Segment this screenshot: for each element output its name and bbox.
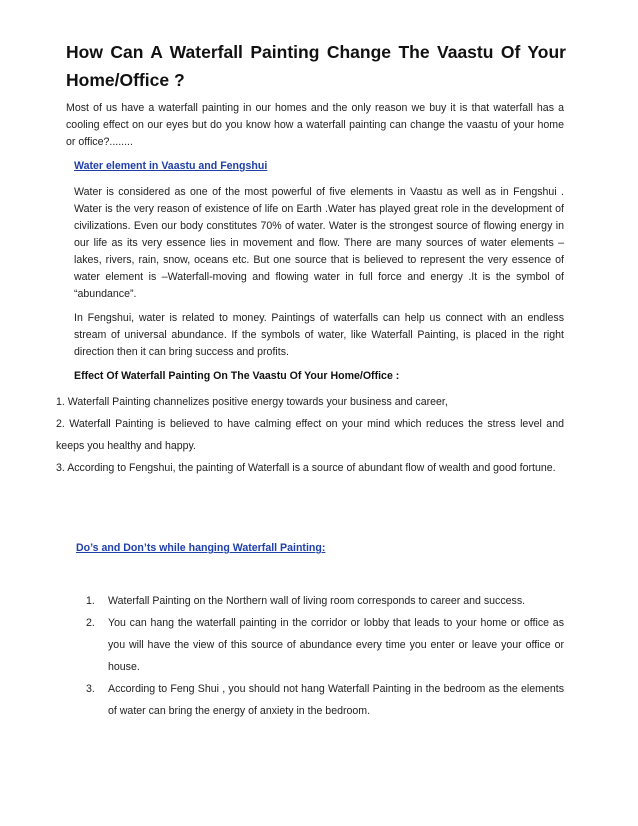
effect-item-1: 1. Waterfall Painting channelizes positive energy towards your business and career,	[56, 396, 448, 408]
page-title: How Can A Waterfall Painting Change The Vaastu Of Your Home/Office ?	[66, 42, 566, 90]
section-link-water-element[interactable]: Water element in Vaastu and Fengshui	[74, 160, 268, 172]
list-item-text: According to Feng Shui , you should not hang Waterfall Painting in the bedroom as the elements of water can bring the energy of anxiety in the bedroom.	[108, 683, 564, 717]
list-item	[86, 678, 564, 722]
effects-heading: Effect Of Waterfall Painting On The Vaastu Of Your Home/Office :	[74, 370, 400, 382]
list-item-text: You can hang the waterfall painting in the corridor or lobby that leads to your home or office as you will have the view of this source of abundance every time you enter or leave your office or house.	[108, 617, 564, 673]
dos-donts-list	[86, 590, 564, 722]
section-link-dos-donts[interactable]: Do’s and Don’ts while hanging Waterfall Painting:	[76, 542, 326, 554]
effect-item-3: 3. According to Fengshui, the painting of Waterfall is a source of abundant flow of wealth and good fortune.	[56, 462, 556, 474]
list-item-number: 3.	[86, 683, 95, 695]
list-item-text: Waterfall Painting on the Northern wall of living room corresponds to career and success.	[108, 595, 526, 607]
list-item	[86, 590, 564, 612]
effect-item-2: 2. Waterfall Painting is believed to have calming effect on your mind which reduces the stress level and keeps you healthy and happy.	[56, 418, 564, 452]
list-item	[86, 612, 564, 678]
intro-paragraph: Most of us have a waterfall painting in our homes and the only reason we buy it is that waterfall has a cooling effect on our eyes but do you know how a waterfall painting can change the vaastu of your home or office?........	[66, 102, 564, 148]
fengshui-paragraph: In Fengshui, water is related to money. Paintings of waterfalls can help us connect with an endless stream of universal abundance. If the symbols of water, like Waterfall Painting, is placed in the right direction then it can bring success and profits.	[74, 312, 564, 358]
list-item-number: 2.	[86, 617, 95, 629]
list-item-number: 1.	[86, 595, 95, 607]
water-element-paragraph: Water is considered as one of the most powerful of five elements in Vaastu as well as in Fengshui . Water is the very reason of existence of life on Earth .Water has played great role in the development of civilizations. Even our body constitutes 70% of water. Water is the strongest source of flowing energy in our life as its very essence lies in movement and flow. There are many sources of water elements – lakes, rivers, rain, snow, oceans etc. But one source that is believed to represent the very essence of water element is –Waterfall-moving and flowing water in full force and energy .It is the symbol of “abundance”.	[74, 186, 564, 300]
